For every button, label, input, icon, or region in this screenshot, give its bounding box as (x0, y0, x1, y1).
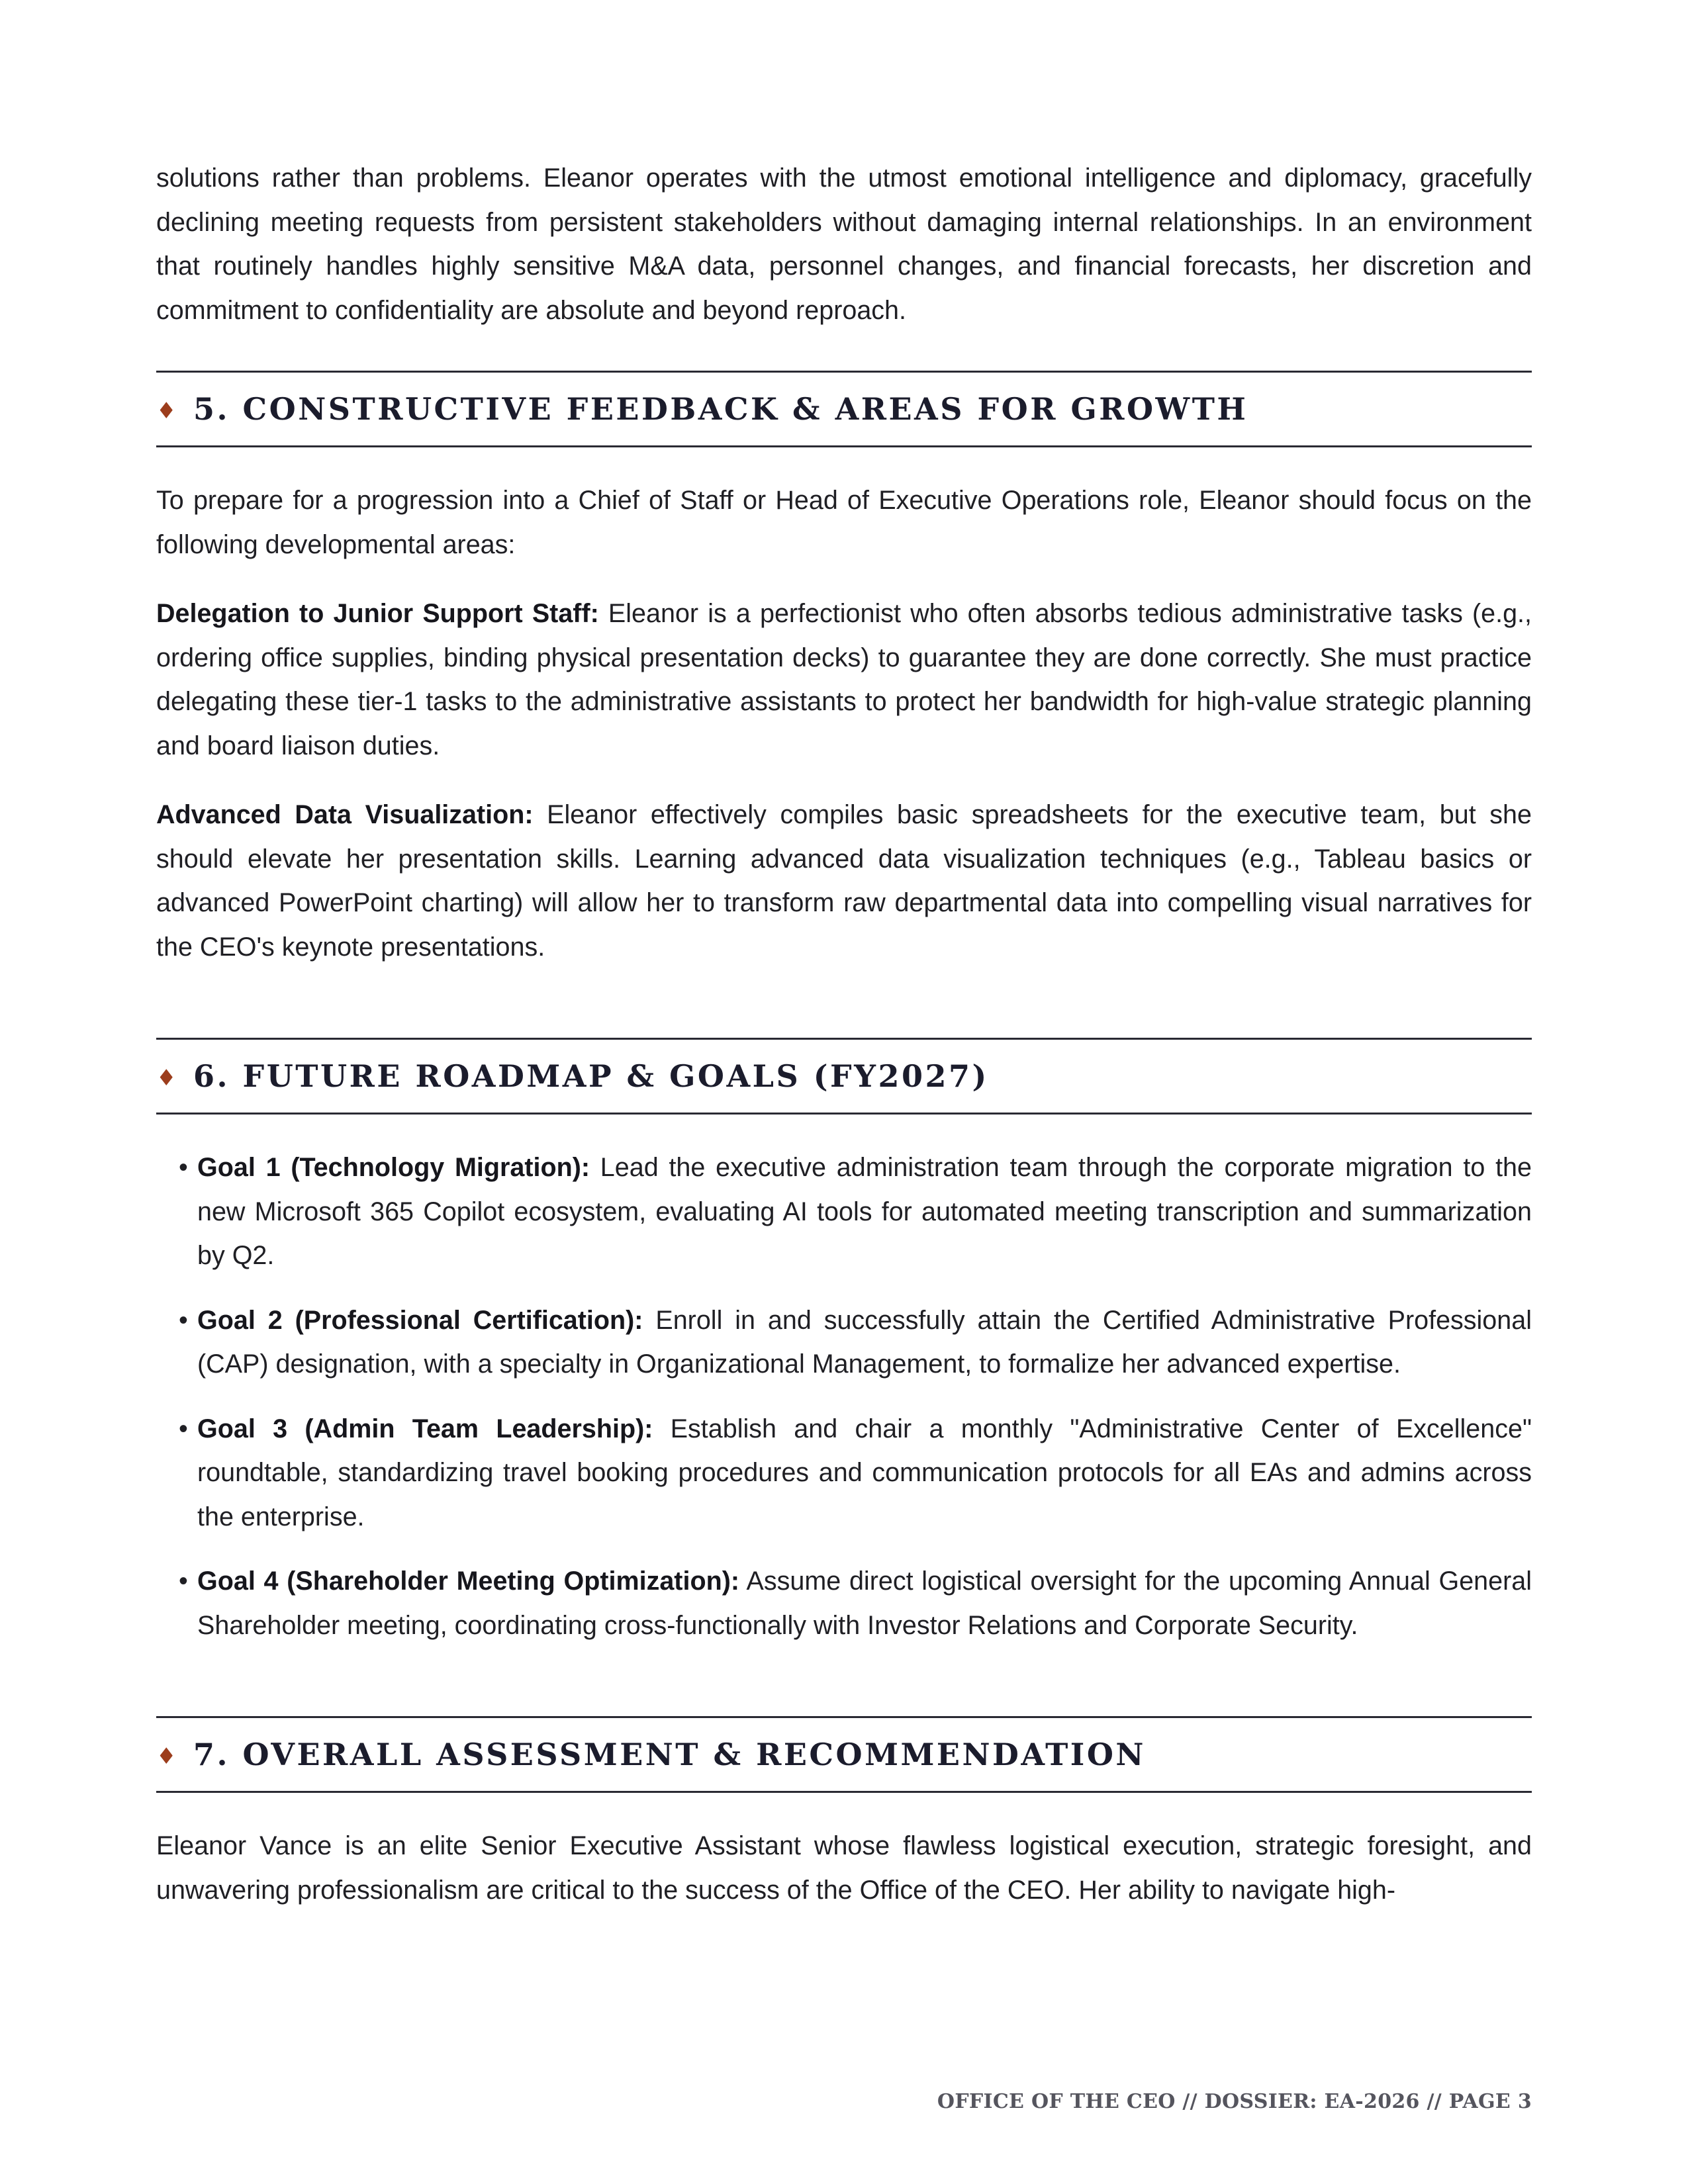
goal-item (156, 1407, 1532, 1539)
section-7-header (156, 1716, 1532, 1793)
goal-item (156, 1559, 1532, 1647)
goal-item (156, 1146, 1532, 1278)
feedback-item-text: Eleanor is a perfectionist who often absorbs tedious administrative tasks (e.g., ordering office supplies, binding physical presentation decks) to guarantee they are done correctly. She must practice delegating these tier-1 tasks to the administrative assistants to protect her bandwidth for high-value strategic planning and board liaison duties. (156, 599, 1532, 760)
goal-text: Assume direct logistical oversight for the upcoming Annual General Shareholder meeting, coordinating cross-functionally with Investor Relations and Corporate Security. (197, 1567, 1532, 1640)
goal-label: Goal 2 (Professional Certification): (197, 1305, 643, 1335)
section-5-header (156, 371, 1532, 447)
intro-paragraph: solutions rather than problems. Eleanor operates with the utmost emotional intelligence and diplomacy, gracefully declining meeting requests from persistent stakeholders without damaging internal relationships. In an environment that routinely handles highly sensitive M&A data, personnel changes, and financial forecasts, her discretion and commitment to confidentiality are absolute and beyond reproach. (156, 163, 1532, 325)
section-7-title: 7. OVERALL ASSESSMENT & RECOMMENDATION (193, 1737, 1146, 1772)
bullet-icon: • (179, 1305, 188, 1335)
section-7-paragraph: Eleanor Vance is an elite Senior Executive Assistant whose flawless logistical execution, strategic foresight, and unwavering professionalism are critical to the success of the Office of the CEO. Her ability to navigate high- (156, 1831, 1532, 1905)
goal-item (156, 1298, 1532, 1387)
section-6-title: 6. FUTURE ROADMAP & GOALS (FY2027) (193, 1058, 989, 1094)
goal-text: Enroll in and successfully attain the Certified Administrative Professional (CAP) designation, with a specialty in Organizational Management, to formalize her advanced expertise. (197, 1305, 1532, 1379)
feedback-item-label: Advanced Data Visualization: (156, 800, 534, 829)
feedback-item-delegation (156, 592, 1532, 768)
feedback-item-label: Delegation to Junior Support Staff: (156, 599, 599, 628)
section-6-header (156, 1038, 1532, 1115)
diamond-icon: ♦ (156, 398, 177, 424)
goal-text: Lead the executive administration team through the corporate migration to the new Microsoft 365 Copilot ecosystem, evaluating AI tools for automated meeting transcription and summarization by Q2. (197, 1153, 1532, 1270)
goal-label: Goal 1 (Technology Migration): (197, 1153, 590, 1182)
bullet-icon: • (179, 1414, 188, 1443)
page-footer: OFFICE OF THE CEO // DOSSIER: EA-2026 // PAGE 3 (937, 2090, 1532, 2113)
bullet-icon: • (179, 1153, 188, 1182)
section-5-title: 5. CONSTRUCTIVE FEEDBACK & AREAS FOR GROWTH (193, 391, 1248, 427)
section-5-intro: To prepare for a progression into a Chief of Staff or Head of Executive Operations role, Eleanor should focus on the following developmental areas: (156, 486, 1532, 559)
goal-label: Goal 3 (Admin Team Leadership): (197, 1414, 653, 1443)
feedback-item-data-visualization (156, 793, 1532, 969)
diamond-icon: ♦ (156, 1743, 177, 1770)
goal-label: Goal 4 (Shareholder Meeting Optimization): (197, 1567, 740, 1596)
diamond-icon: ♦ (156, 1065, 177, 1091)
feedback-item-text: Eleanor effectively compiles basic spreadsheets for the executive team, but she should elevate her presentation skills. Learning advanced data visualization techniques (e.g., Tableau basics or advanced PowerPoint charting) will allow her to transform raw departmental data into compelling visual narratives for the CEO's keynote presentations. (156, 800, 1532, 962)
goals-list (156, 1146, 1532, 1647)
goal-text: Establish and chair a monthly "Administrative Center of Excellence" roundtable, standardizing travel booking procedures and communication protocols for all EAs and admins across the enterprise. (197, 1414, 1532, 1531)
document-page (156, 156, 1532, 1912)
bullet-icon: • (179, 1567, 188, 1596)
